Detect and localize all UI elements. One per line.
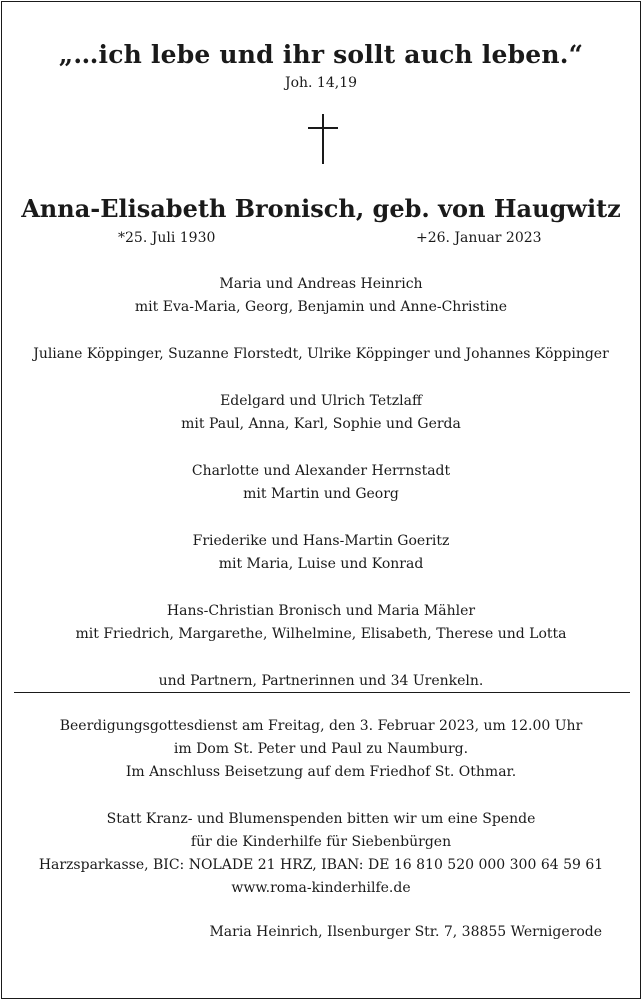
deceased-name: Anna-Elisabeth Bronisch, geb. von Haugwitz	[21, 194, 621, 223]
mourner-line: mit Maria, Luise und Konrad	[218, 556, 424, 572]
mourner-line: Hans-Christian Bronisch und Maria Mähler	[166, 603, 476, 619]
contact-address: Maria Heinrich, Ilsenburger Str. 7, 38855 Wernigerode	[209, 924, 602, 940]
service-info	[2, 715, 640, 784]
mourner-group	[2, 390, 640, 436]
mourners-list	[2, 273, 640, 717]
bible-reference: Joh. 14,19	[284, 75, 358, 91]
mourner-group	[2, 600, 640, 646]
mourner-line: und Partnern, Partnerinnen und 34 Urenkeln.	[158, 673, 484, 689]
bible-quote: „…ich lebe und ihr sollt auch leben.“	[58, 40, 584, 69]
death-date: +26. Januar 2023	[416, 230, 542, 246]
birth-date: *25. Juli 1930	[118, 230, 216, 246]
mourner-group	[2, 530, 640, 576]
divider	[14, 692, 630, 693]
mourner-line: Charlotte und Alexander Herrnstadt	[191, 463, 451, 479]
mourner-group	[2, 343, 640, 366]
donation-line: für die Kinderhilfe für Siebenbürgen	[190, 834, 452, 850]
donation-line: Statt Kranz- und Blumenspenden bitten wir um eine Spende	[106, 811, 536, 827]
cross-icon	[308, 114, 338, 164]
mourner-line: Friederike und Hans-Martin Goeritz	[192, 533, 450, 549]
mourner-group	[2, 460, 640, 506]
mourner-group	[2, 670, 640, 693]
mourner-group	[2, 273, 640, 319]
mourner-line: mit Eva-Maria, Georg, Benjamin und Anne-Christine	[134, 299, 508, 315]
service-line: Beerdigungsgottesdienst am Freitag, den 3. Februar 2023, um 12.00 Uhr	[59, 718, 583, 734]
donation-website-link[interactable]: www.roma-kinderhilfe.de	[231, 880, 411, 896]
mourner-line: Maria und Andreas Heinrich	[219, 276, 423, 292]
mourner-line: mit Martin und Georg	[243, 486, 399, 502]
service-line: Im Anschluss Beisetzung auf dem Friedhof St. Othmar.	[125, 764, 517, 780]
mourner-line: mit Paul, Anna, Karl, Sophie und Gerda	[181, 416, 461, 432]
mourner-line: Edelgard und Ulrich Tetzlaff	[220, 393, 422, 409]
donation-info	[2, 808, 640, 900]
mourner-line: Juliane Köppinger, Suzanne Florstedt, Ulrike Köppinger und Johannes Köppinger	[33, 346, 609, 362]
service-line: im Dom St. Peter und Paul zu Naumburg.	[173, 741, 469, 757]
obituary-notice	[1, 1, 641, 999]
bank-details: Harzsparkasse, BIC: NOLADE 21 HRZ, IBAN: DE 16 810 520 000 300 64 59 61	[38, 857, 604, 873]
mourner-line: mit Friedrich, Margarethe, Wilhelmine, Elisabeth, Therese und Lotta	[75, 626, 567, 642]
